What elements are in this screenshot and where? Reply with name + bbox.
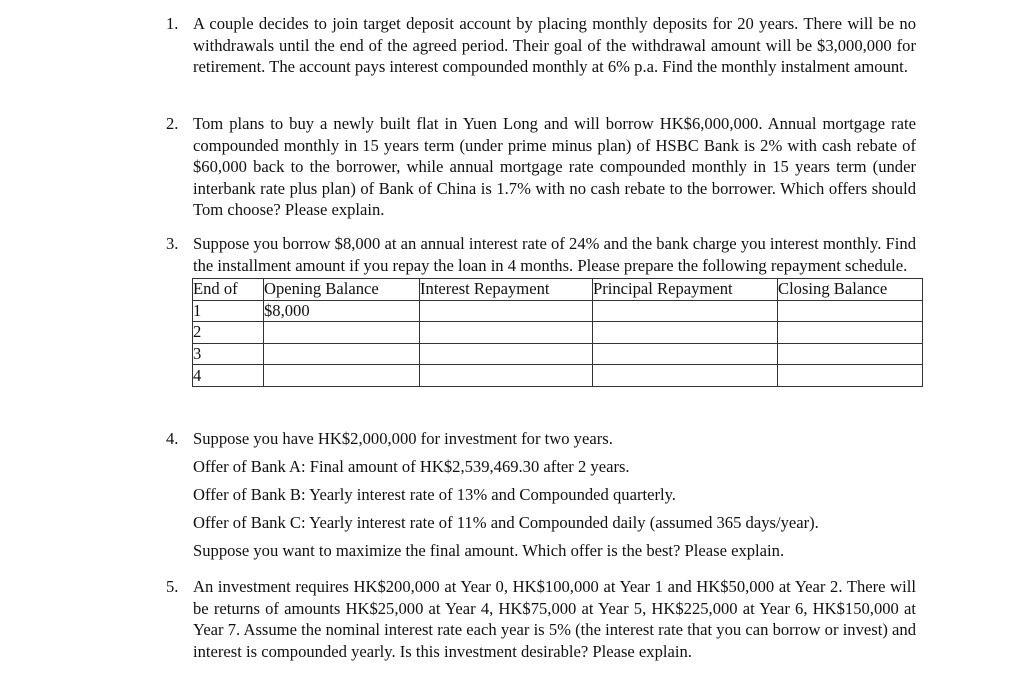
table-cell: 2 — [193, 322, 264, 344]
question-body — [193, 428, 916, 562]
question-number: 3. — [166, 234, 179, 253]
bank-c-offer: Offer of Bank C: Yearly interest rate of 11% and Compounded daily (assumed 365 days/year). — [193, 513, 819, 533]
table-cell — [778, 322, 923, 344]
question-text: An investment requires HK$200,000 at Year 0, HK$100,000 at Year 1 and HK$50,000 at Year 2. There will be returns of amounts HK$25,000 at Year 4, HK$75,000 at Year 5, HK$225,000 at Year 6, HK$150,000 at Year 7. Assume the nominal interest rate each year is 5% (the interest rate that you can borrow or invest) and interest is compounded yearly. Is this investment desirable? Please explain. — [193, 577, 916, 661]
table-cell: 1 — [193, 300, 264, 322]
table-cell — [593, 322, 778, 344]
table-cell — [264, 322, 420, 344]
table-cell: $8,000 — [264, 300, 420, 322]
table-cell — [420, 343, 593, 365]
table-cell — [778, 365, 923, 387]
column-header-closing-balance: Closing Balance — [778, 279, 923, 301]
table-row — [193, 322, 923, 344]
table-row — [193, 300, 923, 322]
column-header-end-of: End of — [193, 279, 264, 301]
question-number: 1. — [166, 14, 179, 33]
table-cell — [593, 300, 778, 322]
question-3 — [166, 233, 916, 387]
table-cell — [264, 343, 420, 365]
question-number: 5. — [166, 577, 179, 596]
question-body — [193, 13, 916, 78]
table-cell — [420, 322, 593, 344]
question-4 — [166, 428, 916, 568]
table-row — [193, 365, 923, 387]
table-cell — [593, 343, 778, 365]
table-cell — [778, 343, 923, 365]
question-number: 4. — [166, 429, 179, 448]
table-cell — [778, 300, 923, 322]
repayment-schedule-table — [192, 278, 923, 387]
question-text: Tom plans to buy a newly built flat in Yuen Long and will borrow HK$6,000,000. Annual mortgage rate compounded monthly in 15 years term (under prime minus plan) of HSBC Bank is 2% with cash rebate of $60,000 back to the borrower, while annual mortgage rate compounded monthly in 15 years term (under interbank rate plus plan) of Bank of China is 1.7% with no cash rebate to the borrower. Which offers should Tom choose? Please explain. — [193, 114, 916, 219]
question-prompt: Suppose you want to maximize the final amount. Which offer is the best? Please explain. — [193, 541, 785, 561]
question-number: 2. — [166, 114, 179, 133]
question-5 — [166, 576, 916, 662]
table-cell — [264, 365, 420, 387]
question-text: A couple decides to join target deposit account by placing monthly deposits for 20 years. There will be no withdrawals until the end of the agreed period. Their goal of the withdrawal amount will be $3,000,000 for retirement. The account pays interest compounded monthly at 6% p.a. Find the monthly instalment amount. — [193, 14, 916, 76]
table-cell: 3 — [193, 343, 264, 365]
table-row — [193, 343, 923, 365]
question-body — [193, 113, 916, 221]
question-text: Suppose you borrow $8,000 at an annual interest rate of 24% and the bank charge you interest monthly. Find the installment amount if you repay the loan in 4 months. Please prepare the following repayment schedule. — [193, 234, 916, 275]
table-cell — [420, 365, 593, 387]
bank-b-offer: Offer of Bank B: Yearly interest rate of 13% and Compounded quarterly. — [193, 485, 676, 505]
table-header-row — [193, 279, 923, 301]
question-2 — [166, 113, 916, 221]
table-cell — [593, 365, 778, 387]
table-cell: 4 — [193, 365, 264, 387]
question-body — [193, 233, 916, 387]
question-body — [193, 576, 916, 662]
column-header-opening-balance: Opening Balance — [264, 279, 420, 301]
table-cell — [420, 300, 593, 322]
column-header-principal-repayment: Principal Repayment — [593, 279, 778, 301]
column-header-interest-repayment: Interest Repayment — [420, 279, 593, 301]
question-text: Suppose you have HK$2,000,000 for investment for two years. — [193, 429, 613, 448]
question-1 — [166, 13, 916, 78]
bank-a-offer: Offer of Bank A: Final amount of HK$2,539,469.30 after 2 years. — [193, 457, 630, 477]
